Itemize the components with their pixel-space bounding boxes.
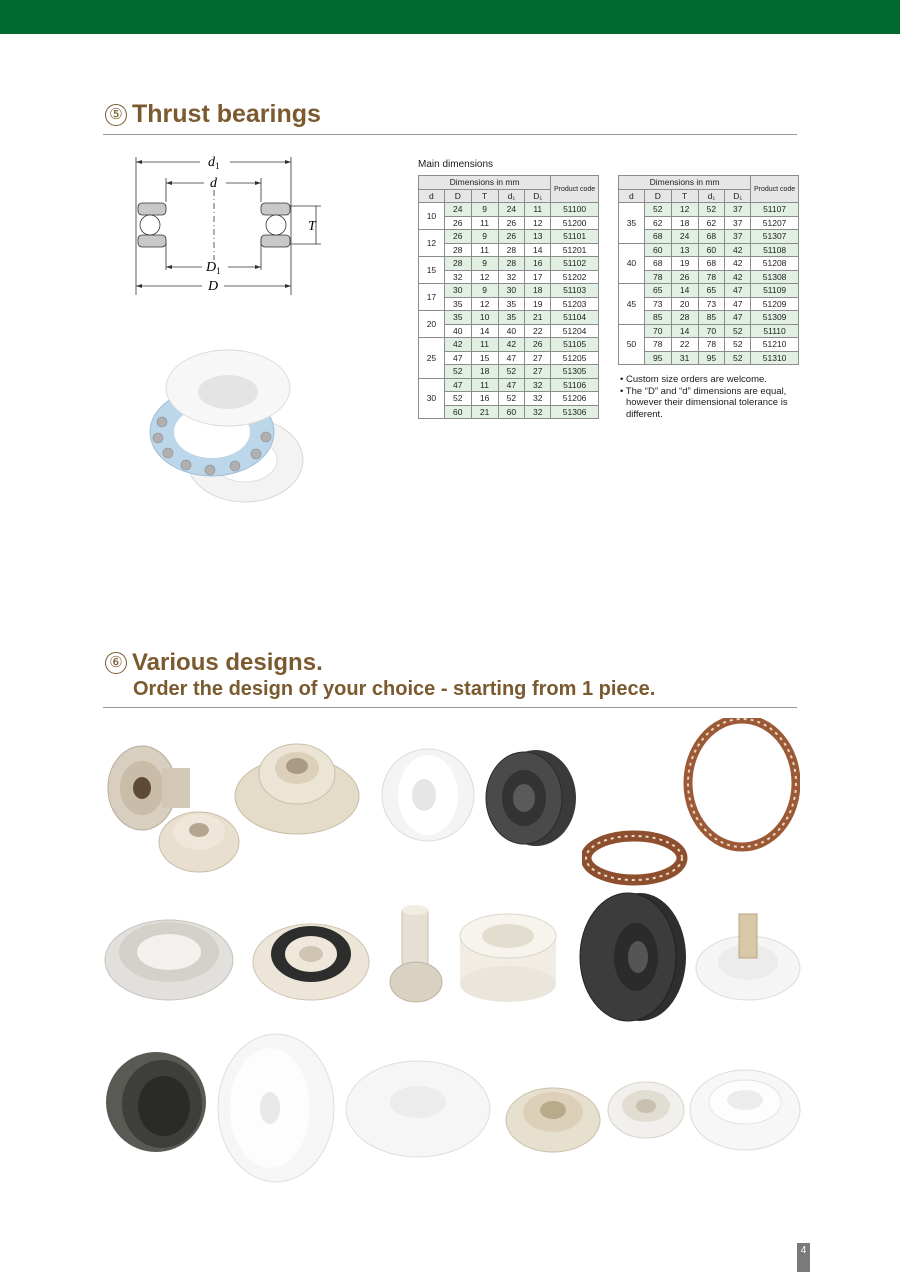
table-row: [419, 257, 599, 271]
table-row: [619, 338, 799, 352]
cell-T: 24: [671, 230, 698, 244]
table-row: [419, 378, 599, 392]
cell-D: 40: [444, 324, 471, 338]
table-row: [419, 405, 599, 419]
cell-D1: 27: [525, 351, 551, 365]
header-T: T: [471, 189, 498, 203]
cell-d1: 32: [498, 270, 525, 284]
cell-d: 20: [419, 311, 445, 338]
cell-D1: 27: [525, 365, 551, 379]
section-title-text: Various designs.: [132, 649, 323, 676]
cell-d: 40: [619, 243, 645, 284]
cell-D: 78: [644, 270, 671, 284]
thrust-bearing-photo: [140, 340, 315, 515]
cell-T: 12: [671, 203, 698, 217]
note-custom-size: • Custom size orders are welcome.: [620, 374, 767, 385]
notes: [618, 374, 798, 420]
cell-D: 52: [444, 365, 471, 379]
cell-D1: 32: [525, 392, 551, 406]
cell-T: 16: [471, 392, 498, 406]
white-pulley-photo: [380, 745, 476, 845]
cell-d1: 47: [498, 351, 525, 365]
cell-D: 60: [444, 405, 471, 419]
cell-product-code: 51308: [751, 270, 799, 284]
cell-product-code: 51205: [551, 351, 599, 365]
cell-D1: 37: [725, 203, 751, 217]
header-d1: d₁: [498, 189, 525, 203]
cell-T: 12: [471, 297, 498, 311]
large-white-pulley-photo: [214, 1030, 338, 1186]
cell-product-code: 51106: [551, 378, 599, 392]
cell-D: 52: [444, 392, 471, 406]
cell-d1: 26: [498, 216, 525, 230]
cell-d1: 65: [698, 284, 725, 298]
cell-product-code: 51310: [751, 351, 799, 365]
section-divider: [103, 707, 797, 708]
cell-d: 30: [419, 378, 445, 419]
cell-d1: 60: [498, 405, 525, 419]
cell-d1: 42: [498, 338, 525, 352]
cell-product-code: 51210: [751, 338, 799, 352]
section-subtitle: Order the design of your choice - starting from 1 piece.: [133, 678, 656, 700]
header-D: D: [644, 189, 671, 203]
cell-T: 21: [471, 405, 498, 419]
cell-product-code: 51307: [751, 230, 799, 244]
table-row: [619, 216, 799, 230]
label-d1: $d_1$: [208, 155, 220, 171]
cell-d1: 35: [498, 311, 525, 325]
cell-T: 14: [671, 324, 698, 338]
ball-bearing-cage-photo: [102, 910, 236, 1002]
cell-T: 13: [671, 243, 698, 257]
cell-D1: 32: [525, 378, 551, 392]
cell-d: 15: [419, 257, 445, 284]
cell-D: 47: [444, 378, 471, 392]
cell-D: 26: [444, 230, 471, 244]
cell-D: 68: [644, 230, 671, 244]
cell-D1: 13: [525, 230, 551, 244]
cell-product-code: 51207: [751, 216, 799, 230]
cell-d: 25: [419, 338, 445, 379]
cell-d1: 52: [698, 203, 725, 217]
cell-product-code: 51100: [551, 203, 599, 217]
cell-product-code: 51203: [551, 297, 599, 311]
cell-T: 11: [471, 338, 498, 352]
beige-flange-bearing-photo: [504, 1074, 602, 1156]
cell-d1: 24: [498, 203, 525, 217]
label-T: T: [308, 219, 316, 234]
cell-d1: 52: [498, 392, 525, 406]
cell-product-code: 51209: [751, 297, 799, 311]
cell-T: 19: [671, 257, 698, 271]
sprocket-bearing-photo: [232, 738, 362, 838]
cell-d: 35: [619, 203, 645, 244]
cell-product-code: 51204: [551, 324, 599, 338]
cell-T: 9: [471, 203, 498, 217]
cell-D: 26: [444, 216, 471, 230]
cell-D: 30: [444, 284, 471, 298]
cell-T: 10: [471, 311, 498, 325]
table-row: [419, 270, 599, 284]
cell-d1: 73: [698, 297, 725, 311]
cell-D: 85: [644, 311, 671, 325]
label-D: D: [208, 279, 219, 294]
cell-D: 70: [644, 324, 671, 338]
black-v-pulley-photo: [576, 890, 690, 1024]
cell-D1: 11: [525, 203, 551, 217]
cell-T: 22: [671, 338, 698, 352]
section-number: ⑤: [105, 104, 127, 126]
table-row: [419, 230, 599, 244]
table-row: [619, 351, 799, 365]
table-row: [619, 270, 799, 284]
table-row: [419, 284, 599, 298]
cell-product-code: 51201: [551, 243, 599, 257]
cell-D1: 37: [725, 216, 751, 230]
cell-D1: 16: [525, 257, 551, 271]
cell-d1: 52: [498, 365, 525, 379]
cell-D1: 17: [525, 270, 551, 284]
thrust-bearing-diagram: [128, 150, 328, 300]
header-dimensions: Dimensions in mm: [419, 176, 551, 190]
table-row: [419, 216, 599, 230]
section-title-thrust-bearings: [105, 100, 321, 129]
cell-D: 35: [444, 297, 471, 311]
needle-bearing-photo: [102, 1048, 208, 1156]
cell-product-code: 51101: [551, 230, 599, 244]
cell-D: 62: [644, 216, 671, 230]
cell-d1: 26: [498, 230, 525, 244]
cell-d1: 78: [698, 270, 725, 284]
cell-T: 15: [471, 351, 498, 365]
white-disc-photo: [344, 1058, 492, 1160]
cell-T: 18: [671, 216, 698, 230]
header-product-code: Product code: [551, 176, 599, 203]
cell-T: 20: [671, 297, 698, 311]
table-row: [419, 203, 599, 217]
label-d: d: [210, 176, 217, 191]
page-number: 4: [797, 1243, 810, 1272]
wide-white-bearing-photo: [456, 910, 560, 1004]
cell-d1: 28: [498, 257, 525, 271]
gear-shaft-photo: [386, 904, 450, 1006]
cell-T: 12: [471, 270, 498, 284]
table-row: [619, 257, 799, 271]
note-tolerance: • The “D” and “d” dimensions are equal, however their dimensional tolerance is different.: [620, 385, 788, 420]
cell-T: 14: [671, 284, 698, 298]
cell-T: 28: [671, 311, 698, 325]
table-row: [419, 338, 599, 352]
cell-D: 95: [644, 351, 671, 365]
table-row: [419, 297, 599, 311]
cell-D1: 18: [525, 284, 551, 298]
table-row: [619, 324, 799, 338]
dimensions-table-right: [618, 175, 799, 365]
black-roller-photo: [484, 748, 578, 848]
cell-D: 73: [644, 297, 671, 311]
cell-T: 11: [471, 216, 498, 230]
cell-product-code: 51105: [551, 338, 599, 352]
cell-D: 78: [644, 338, 671, 352]
cell-T: 9: [471, 257, 498, 271]
cell-product-code: 51109: [751, 284, 799, 298]
cell-d: 12: [419, 230, 445, 257]
cell-D: 32: [444, 270, 471, 284]
cell-product-code: 51306: [551, 405, 599, 419]
cell-product-code: 51110: [751, 324, 799, 338]
cell-D1: 37: [725, 230, 751, 244]
header-d: d: [419, 189, 445, 203]
cell-D: 28: [444, 257, 471, 271]
cell-D1: 12: [525, 216, 551, 230]
cell-product-code: 51102: [551, 257, 599, 271]
table-row: [419, 311, 599, 325]
cell-D1: 52: [725, 351, 751, 365]
cell-D: 47: [444, 351, 471, 365]
cell-product-code: 51305: [551, 365, 599, 379]
cell-T: 18: [471, 365, 498, 379]
cell-T: 9: [471, 230, 498, 244]
table-row: [419, 365, 599, 379]
cell-product-code: 51309: [751, 311, 799, 325]
cell-D: 28: [444, 243, 471, 257]
cell-d1: 35: [498, 297, 525, 311]
header-bar: [0, 0, 900, 34]
section-title-various-designs: [105, 649, 323, 677]
cell-D1: 47: [725, 284, 751, 298]
table-row: [419, 392, 599, 406]
cell-D1: 52: [725, 324, 751, 338]
small-ceramic-bearing-photo: [606, 1076, 686, 1140]
cell-D1: 52: [725, 338, 751, 352]
cell-d: 17: [419, 284, 445, 311]
cell-T: 11: [471, 378, 498, 392]
cell-D1: 19: [525, 297, 551, 311]
header-product-code: Product code: [751, 176, 799, 203]
stud-bearing-photo: [694, 910, 802, 1002]
table-row: [419, 351, 599, 365]
cell-d1: 95: [698, 351, 725, 365]
label-D1: $D_1$: [206, 260, 221, 276]
header-D: D: [444, 189, 471, 203]
cell-d1: 60: [698, 243, 725, 257]
cell-D1: 26: [525, 338, 551, 352]
table-row: [619, 243, 799, 257]
cell-D: 65: [644, 284, 671, 298]
section-divider: [103, 134, 797, 135]
flanged-hub-bearing-photo: [104, 740, 240, 880]
cell-product-code: 51200: [551, 216, 599, 230]
cell-D: 52: [644, 203, 671, 217]
cell-D1: 47: [725, 297, 751, 311]
cell-d: 50: [619, 324, 645, 365]
cell-D: 35: [444, 311, 471, 325]
table-row: [619, 297, 799, 311]
cell-d1: 70: [698, 324, 725, 338]
cell-D: 60: [644, 243, 671, 257]
table-row: [619, 311, 799, 325]
dimensions-table-left: [418, 175, 599, 419]
cell-product-code: 51104: [551, 311, 599, 325]
cell-D: 68: [644, 257, 671, 271]
cell-T: 31: [671, 351, 698, 365]
table-row: [619, 284, 799, 298]
cell-T: 14: [471, 324, 498, 338]
section-number: ⑥: [105, 652, 127, 674]
table-row: [619, 203, 799, 217]
cell-T: 9: [471, 284, 498, 298]
cell-product-code: 51208: [751, 257, 799, 271]
cell-D1: 21: [525, 311, 551, 325]
cell-d1: 40: [498, 324, 525, 338]
cell-D1: 42: [725, 257, 751, 271]
cell-D: 24: [444, 203, 471, 217]
cell-d1: 28: [498, 243, 525, 257]
cell-T: 26: [671, 270, 698, 284]
cell-d1: 30: [498, 284, 525, 298]
cell-product-code: 51103: [551, 284, 599, 298]
cell-product-code: 51107: [751, 203, 799, 217]
seal-rings-photo: [582, 718, 800, 888]
cell-d1: 78: [698, 338, 725, 352]
header-T: T: [671, 189, 698, 203]
cell-d: 45: [619, 284, 645, 325]
main-dimensions-label: Main dimensions: [418, 159, 494, 170]
cell-D1: 32: [525, 405, 551, 419]
header-d1: d₁: [698, 189, 725, 203]
table-row: [419, 324, 599, 338]
cell-product-code: 51206: [551, 392, 599, 406]
cell-d: 10: [419, 203, 445, 230]
header-d: d: [619, 189, 645, 203]
white-groove-pulley-photo: [688, 1060, 802, 1154]
section-title-text: Thrust bearings: [132, 100, 321, 128]
cell-d1: 62: [698, 216, 725, 230]
cell-d1: 68: [698, 257, 725, 271]
table-row: [619, 230, 799, 244]
cell-D1: 42: [725, 243, 751, 257]
cell-product-code: 51108: [751, 243, 799, 257]
cell-T: 11: [471, 243, 498, 257]
cell-d1: 85: [698, 311, 725, 325]
cell-D1: 47: [725, 311, 751, 325]
rubber-seal-bearing-photo: [250, 912, 372, 1004]
cell-D: 42: [444, 338, 471, 352]
cell-product-code: 51202: [551, 270, 599, 284]
cell-D1: 22: [525, 324, 551, 338]
header-D1: D₁: [725, 189, 751, 203]
cell-d1: 68: [698, 230, 725, 244]
cell-d1: 47: [498, 378, 525, 392]
header-dimensions: Dimensions in mm: [619, 176, 751, 190]
table-row: [419, 243, 599, 257]
cell-D1: 14: [525, 243, 551, 257]
header-D1: D₁: [525, 189, 551, 203]
cell-D1: 42: [725, 270, 751, 284]
